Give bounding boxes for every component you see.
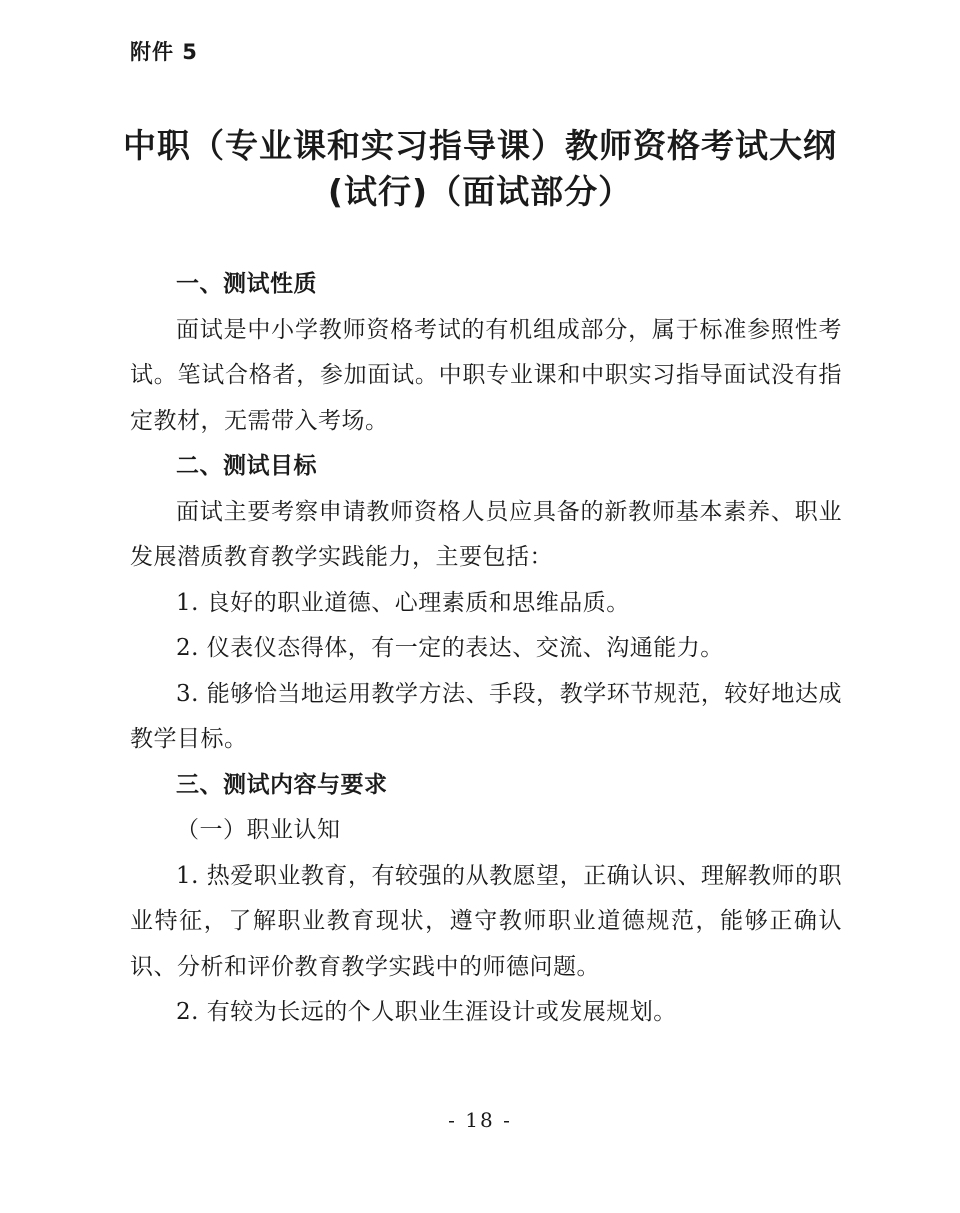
- subsection-heading-career-cognition: （一）职业认知: [176, 817, 341, 843]
- document-title-line-1: 中职（专业课和实习指导课）教师资格考试大纲: [123, 126, 837, 165]
- section-heading-goals: 二、测试目标: [176, 453, 317, 479]
- section-heading-nature: 一、测试性质: [176, 271, 317, 297]
- section-heading-content: 三、测试内容与要求: [176, 771, 388, 798]
- list-item-goal-2: 2. 仪表仪态得体，有一定的表达、交流、沟通能力。: [176, 635, 724, 661]
- list-item-goal-1: 1. 良好的职业道德、心理素质和思维品质。: [176, 589, 630, 616]
- annex-label: 附件 5: [130, 40, 198, 64]
- list-item-cognition-1: 1. 热爱职业教育，有较强的从教愿望，正确认识、理解教师的职业特征，了解职业教育现状，遵守教师职业道德规范，能够正确认识、分析和评价教育教学实践中的师德问题。: [130, 862, 842, 980]
- paragraph-goals: 面试主要考察申请教师资格人员应具备的新教师基本素养、职业发展潜质教育教学实践能力，主要包括：: [130, 498, 842, 570]
- page-number: - 18 -: [448, 1108, 512, 1132]
- list-item-cognition-2: 2. 有较为长远的个人职业生涯设计或发展规划。: [176, 999, 677, 1025]
- paragraph-nature: 面试是中小学教师资格考试的有机组成部分，属于标准参照性考试。笔试合格者，参加面试。中职专业课和中职实习指导面试没有指定教材，无需带入考场。: [130, 316, 842, 434]
- document-title-line-2: (试行)（面试部分）: [327, 172, 633, 211]
- document-body: [130, 262, 842, 1036]
- list-item-goal-3: 3. 能够恰当地运用教学方法、手段，教学环节规范，较好地达成教学目标。: [130, 680, 842, 752]
